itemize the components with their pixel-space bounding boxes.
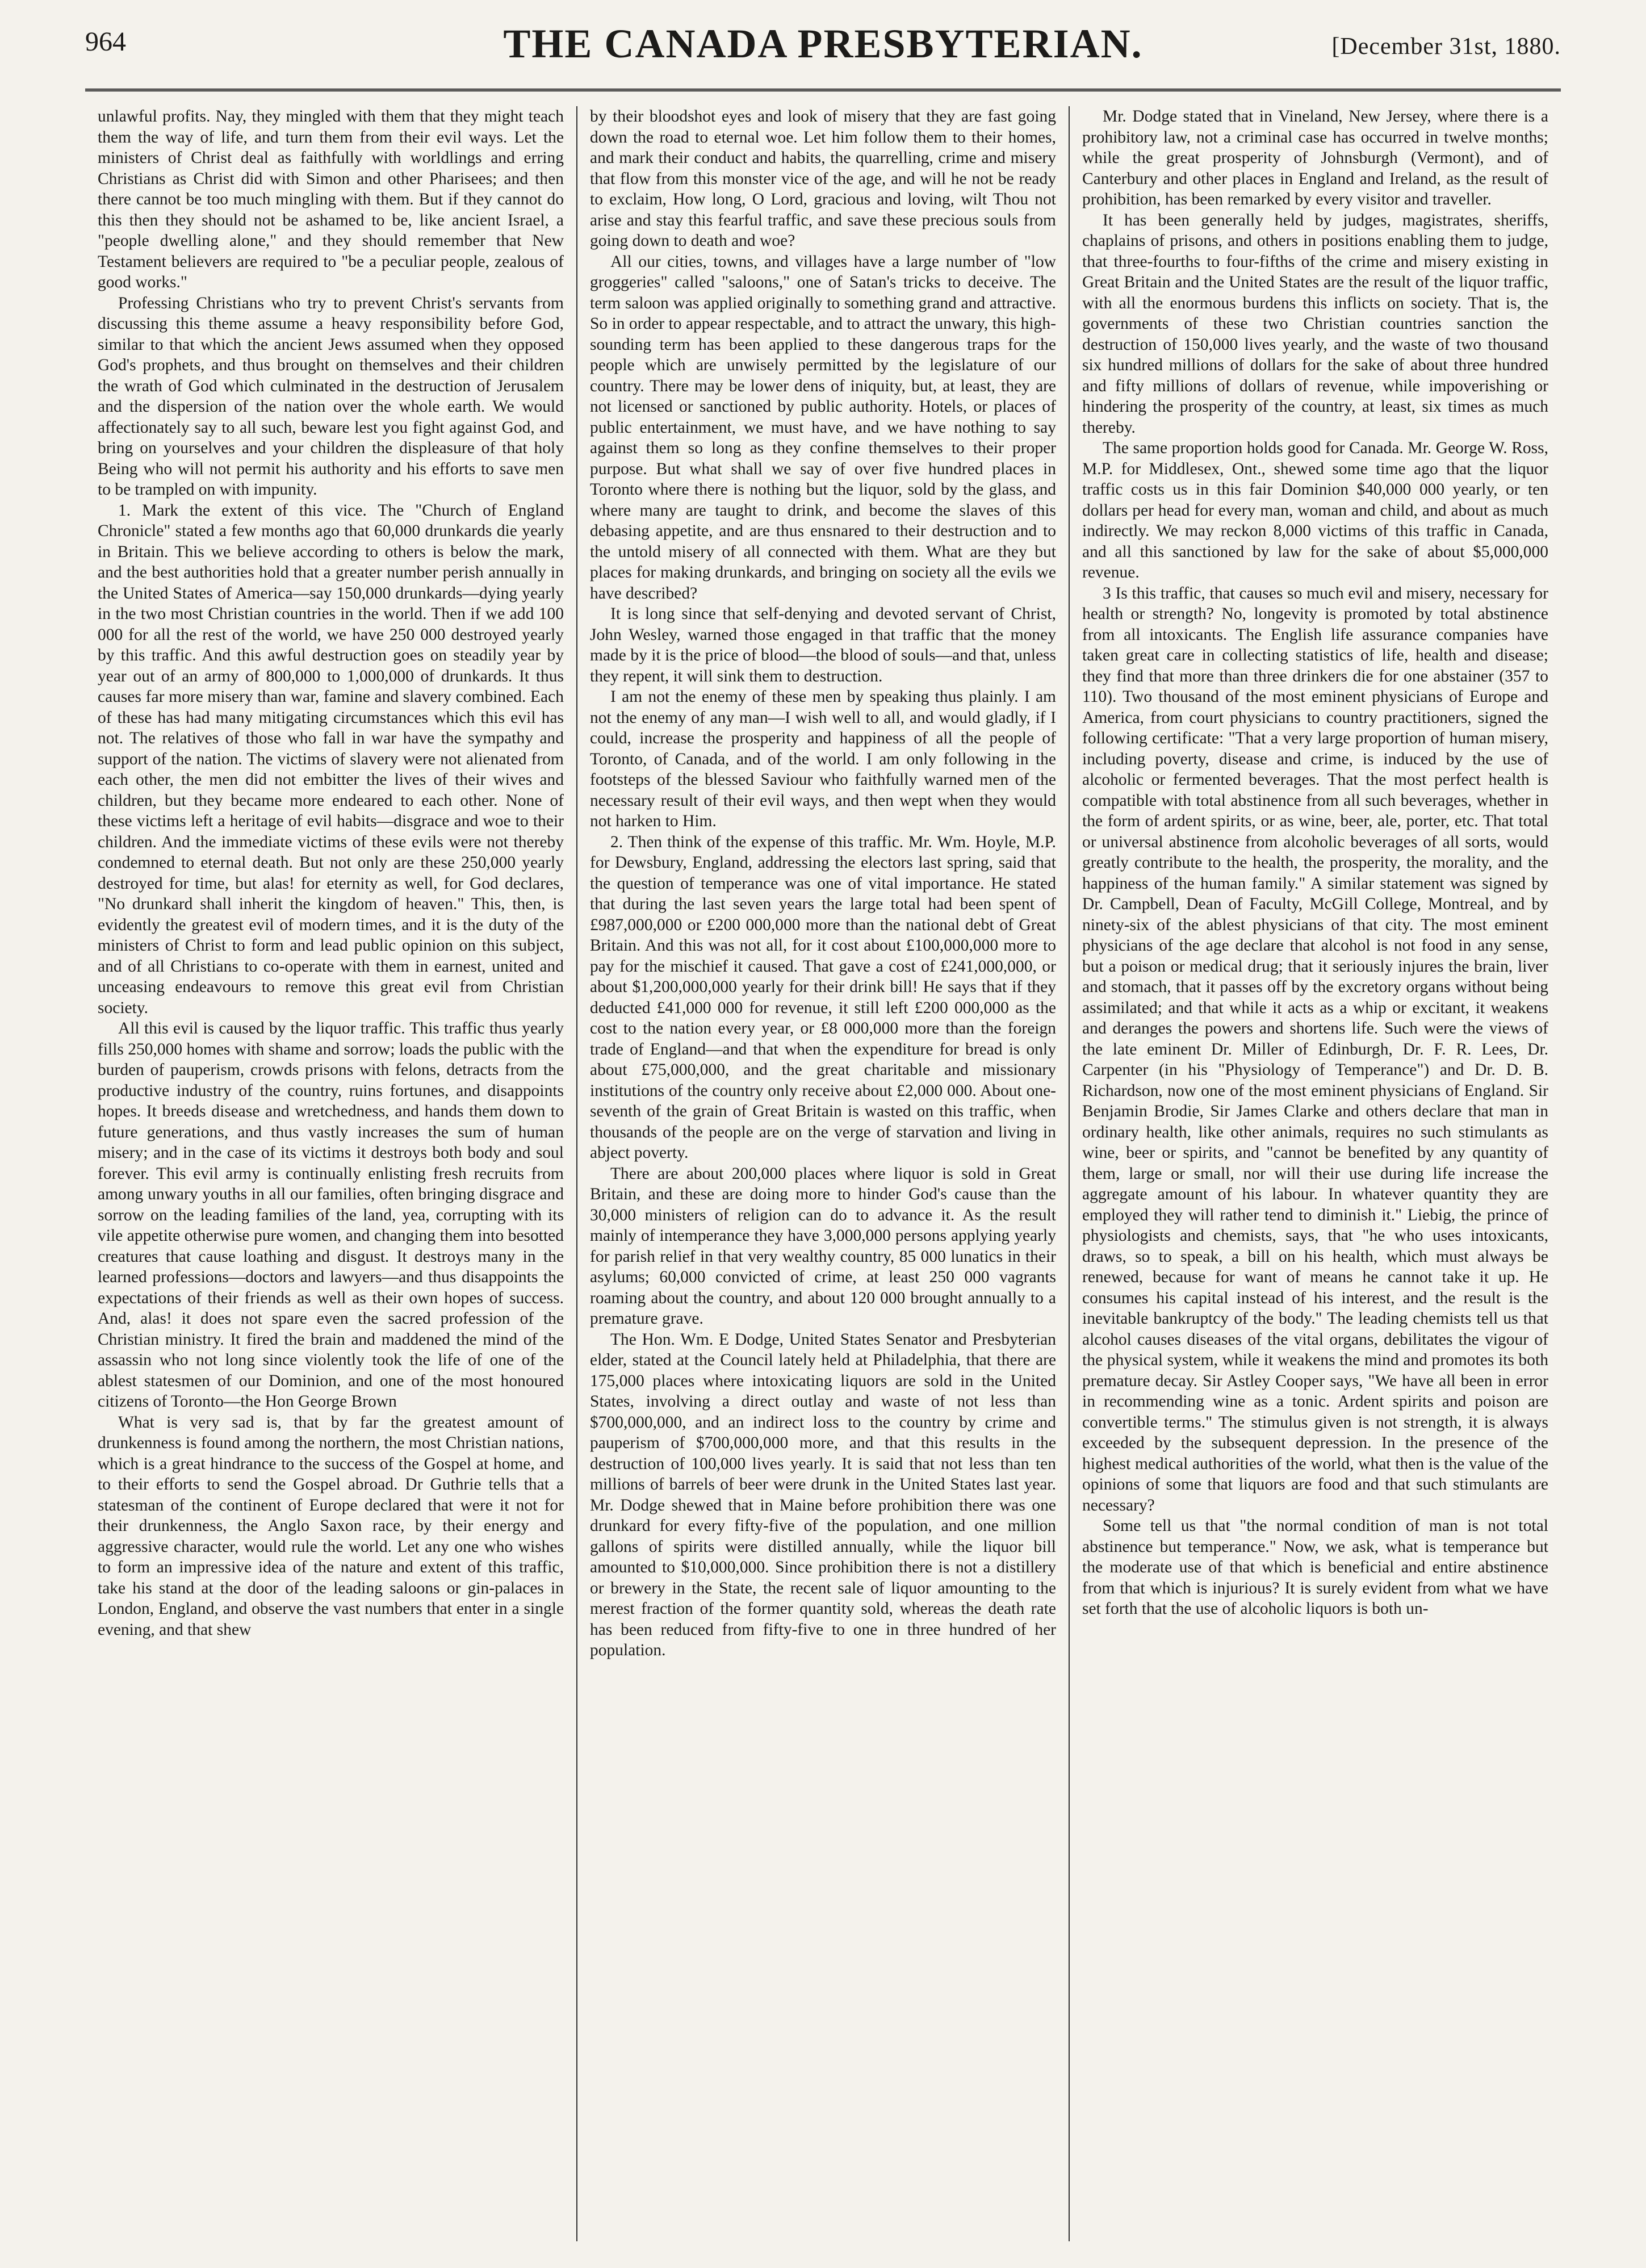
masthead (85, 20, 1561, 91)
paragraph: Some tell us that "the normal condition of man is not total abstinence but temperance." Now, we ask, what is temperance but the moderate use of that which is beneficial and entire abstinence from that which is injurious? It is surely evident from what we have set forth that the use of alcoholic liquors is both un- (1082, 1517, 1548, 1618)
paragraph: by their bloodshot eyes and look of misery that they are fast going down the road to eternal woe. Let him follow them to their homes, and mark their conduct and habits, the quarrelling, crime and misery that flow from this monster vice of the age, and will he not be ready to exclaim, How long, O Lord, gracious and loving, wilt Thou not arise and stay this fearful traffic, and save these precious souls from going down to death and woe? (590, 107, 1056, 250)
journal-title: THE CANADA PRESBYTERIAN. (503, 21, 1143, 66)
column-1 (85, 106, 576, 2241)
paragraph: Professing Christians who try to prevent Christ's servants from discussing this theme assume a heavy responsibility before God, similar to that which the ancient Jews assumed when they opposed God's prophets, and thus brought on themselves and their children the wrath of God which culminated in the destruction of Jerusalem and the dispersion of the nation over the whole earth. We would affectionately say to all such, beware lest you fight against God, and bring on yourselves and your children the displeasure of that holy Being who will not permit his authority and his efforts to save men to be trampled on with impunity. (98, 294, 564, 499)
paragraph: The same proportion holds good for Canada. Mr. George W. Ross, M.P. for Middlesex, Ont., shewed some time ago that the liquor traffic costs us in this fair Dominion $40,000 000 yearly, or ten dollars per head for every man, woman and child, and about as much indirectly. We may reckon 8,000 victims of this traffic in Canada, and all this sanctioned by law for the sake of about $5,000,000 revenue. (1082, 439, 1548, 581)
paragraph: I am not the enemy of these men by speaking thus plainly. I am not the enemy of any man—I wish well to all, and would gladly, if I could, increase the prosperity and happiness of all the people of Toronto, of Canada, and of the world. I am only following in the footsteps of the blessed Saviour who faithfully warned men of the necessary result of their evil ways, and then wept when they would not harken to Him. (590, 688, 1056, 830)
article-columns (85, 106, 1561, 2241)
paragraph: All our cities, towns, and villages have a large number of "low groggeries" called "saloons," one of Satan's tricks to deceive. The term saloon was applied originally to something grand and attractive. So in order to appear respectable, and to attract the unwary, this high-sounding term has been applied to these dangerous traps for the people which are unwisely permitted by the legislature of our country. There may be lower dens of iniquity, but, at least, they are not licensed or sanctioned by public authority. Hotels, or places of public entertainment, we must have, and we have nothing to say against them so long as they confine themselves to their proper purpose. But what shall we say of over five hundred places in Toronto where there is nothing but the liquor, sold by the glass, and where many are taught to drink, and become the slaves of this debasing appetite, and are thus ensnared to their destruction and to the untold misery of all connected with them. What are they but places for making drunkards, and bringing on society all the evils we have described? (590, 252, 1056, 602)
column-2 (576, 106, 1069, 2241)
paragraph: unlawful profits. Nay, they mingled with them that they might teach them the way of life, and turn them from their evil ways. Let the ministers of Christ deal as faithfully with worldlings and erring Christians as Christ did with Simon and other Pharisees; and then there cannot be too much mingling with them. But if they cannot do this then they should not be ashamed to be, like ancient Israel, a "people dwelling alone," and they should remember that New Testament believers are required to "be a peculiar people, zealous of good works." (98, 107, 564, 291)
paragraph: The Hon. Wm. E Dodge, United States Senator and Presbyterian elder, stated at the Council lately held at Philadelphia, that there are 175,000 places where intoxicating liquors are sold in the United States, involving a direct outlay and waste of not less than $700,000,000, and an indirect loss to the country by crime and pauperism of $700,000,000 more, and that this results in the destruction of 100,000 lives yearly. It is said that not less than ten millions of barrels of beer were drunk in the United States last year. Mr. Dodge shewed that in Maine before prohibition there was one drunkard for every fifty-five of the population, and one million gallons of spirits were distilled annually, while the liquor bill amounted to $10,000,000. Since prohibition there is not a distillery or brewery in the State, the recent sale of liquor amounting to the merest fraction of the former quantity sold, whereas the death rate has been reduced from fifty-five to one in three hundred of her population. (590, 1330, 1056, 1659)
paragraph: All this evil is caused by the liquor traffic. This traffic thus yearly fills 250,000 homes with shame and sorrow; loads the public with the burden of pauperism, crowds prisons with felons, detracts from the productive industry of the country, ruins fortunes, and disappoints hopes. It breeds disease and wretchedness, and hands them down to future generations, and thus vastly increases the sum of human misery; and in the case of its victims it destroys both body and soul forever. This evil army is continually enlisting fresh recruits from among unwary youths in all our families, often bringing disgrace and sorrow on the leading families of the land, yea, corrupting with its vile appetite otherwise pure women, and changing them into besotted creatures that cause loathing and disgust. It destroys many in the learned professions—doctors and lawyers—and thus disappoints the expectations of their friends as well as their own hopes of success. And, alas! it does not spare even the sacred profession of the Christian ministry. It fired the brain and maddened the mind of the assassin who not long since violently took the life of one of the ablest statesmen of our Dominion, and one of the most honoured citizens of Toronto—the Hon George Brown (98, 1019, 564, 1411)
paragraph: Mr. Dodge stated that in Vineland, New Jersey, where there is a prohibitory law, not a criminal case has occurred in twelve months; while the great prosperity of Johnsburgh (Vermont), and of Canterbury and other places in England and Ireland, as the result of prohibition, has been remarked by every visitor and traveller. (1082, 107, 1548, 208)
paragraph: It is long since that self-denying and devoted servant of Christ, John Wesley, warned those engaged in that traffic that the money made by it is the price of blood—the blood of souls—and that, unless they repent, it will sink them to destruction. (590, 605, 1056, 685)
issue-date: [December 31st, 1880. (1331, 34, 1561, 60)
page-number: 964 (85, 27, 126, 57)
paragraph: 2. Then think of the expense of this traffic. Mr. Wm. Hoyle, M.P. for Dewsbury, England, addressing the electors last spring, said that the question of temperance was one of vital importance. He stated that during the last seven years the large total had been spent of £987,000,000 or £200 000,000 more than the national debt of Great Britain. And this was not all, for it cost about £100,000,000 more to pay for the mischief it caused. That gave a cost of £241,000,000, or about $1,200,000,000 yearly for their drink bill! He says that if they deducted £41,000 000 for revenue, it still left £200 000,000 as the cost to the nation every year, or £8 000,000 more than the foreign trade of England—and that when the expenditure for bread is only about £75,000,000, and the great charitable and missionary institutions of the country only receive about £2,000 000. About one-seventh of the grain of Great Britain is wasted on this traffic, when thousands of the people are on the verge of starvation and living in abject poverty. (590, 832, 1056, 1162)
column-3 (1069, 106, 1561, 2241)
paragraph: 3 Is this traffic, that causes so much evil and misery, necessary for health or strength? No, longevity is promoted by total abstinence from all intoxicants. The English life assurance companies have taken great care in collecting statistics of life, health and disease; they find that more than three drinkers die for one abstainer (357 to 110). Two thousand of the most eminent physicians of Europe and America, from court physicians to country practitioners, signed the following certificate: "That a very large proportion of human misery, including poverty, disease and crime, is induced by the use of alcoholic or fermented beverages. That the most perfect health is compatible with total abstinence from all such beverages, whether in the form of ardent spirits, or as wine, beer, ale, porter, etc. That total or universal abstinence from alcoholic beverages of all sorts, would greatly contribute to the health, the prosperity, the morality, and the happiness of the human family." A similar statement was signed by Dr. Campbell, Dean of Faculty, McGill College, Montreal, and by ninety-six of the ablest physicians of that city. The most eminent physicians of the age declare that alcohol is not food in any sense, but a poison or medical drug; that it seriously injures the brain, liver and stomach, that it passes off by the excretory organs without being assimilated; and that while it acts as a whip or excitant, it weakens and deranges the powers and shortens life. Such were the views of the late eminent Dr. Miller of Edinburgh, Dr. F. R. Lees, Dr. Carpenter (in his "Physiology of Temperance") and Dr. D. B. Richardson, now one of the most eminent physicians of England. Sir Benjamin Brodie, Sir James Clarke and others declare that man in ordinary health, like other animals, requires no such stimulants as wine, beer or spirits, and "cannot be benefited by any quantity of them, large or small, nor will their use during life increase the aggregate amount of his labour. In whatever quantity they are employed they will rather tend to diminish it." Liebig, the prince of physiologists and chemists, says, that "he who uses intoxicants, draws, so to speak, a bill on his health, which must always be renewed, because for want of means he cannot take it up. He consumes his capital instead of his interest, and the result is the inevitable bankruptcy of the body." The leading chemists tell us that alcohol causes diseases of the vital organs, debilitates the vigour of the physical system, while it weakens the mind and promotes its both premature decay. Sir Astley Cooper says, "We have all been in error in recommending wine as a tonic. Ardent spirits and poison are convertible terms." The stimulus given is not strength, it is always exceeded by the subsequent depression. In the presence of the highest medical authorities of the world, what then is the value of the opinions of some that liquors are food and that such stimulants are necessary? (1082, 584, 1548, 1514)
paragraph: There are about 200,000 places where liquor is sold in Great Britain, and these are doing more to hinder God's cause than the 30,000 ministers of religion can do to advance it. As the result mainly of intemperance they have 3,000,000 persons applying yearly for parish relief in that very wealthy country, 85 000 lunatics in their asylums; 60,000 convicted of crime, at least 250 000 vagrants roaming about the country, and about 120 000 brought annually to a premature grave. (590, 1164, 1056, 1328)
paragraph: What is very sad is, that by far the greatest amount of drunkenness is found among the northern, the most Christian nations, which is a great hindrance to the success of the Gospel at home, and to their efforts to send the Gospel abroad. Dr Guthrie tells that a statesman of the continent of Europe declared that were it not for their drunkenness, the Anglo Saxon race, by their energy and aggressive character, would rule the world. Let any one who wishes to form an impressive idea of the nature and extent of this traffic, take his stand at the door of the leading saloons or gin-palaces in London, England, and observe the vast numbers that enter in a single evening, and that shew (98, 1413, 564, 1639)
paragraph: 1. Mark the extent of this vice. The "Church of England Chronicle" stated a few months ago that 60,000 drunkards die yearly in Britain. This we believe according to others is below the mark, and the best authorities hold that a greater number perish annually in the United States of America—say 150,000 drunkards—dying yearly in the two most Christian countries in the world. Then if we add 100 000 for all the rest of the world, we have 250 000 destroyed yearly by this traffic. And this awful destruction goes on steadily year by year out of an army of 800,000 to 1,000,000 of drunkards. It thus causes far more misery than war, famine and slavery combined. Each of these has had many mitigating circumstances which this evil has not. The relatives of those who fall in war have the sympathy and support of the nation. The victims of slavery were not alienated from each other, the men did not embitter the lives of their wives and children, but they became more endeared to each other. None of these victims left a heritage of evil habits—disgrace and woe to their children. And the immediate victims of these evils were not thereby condemned to eternal death. But not only are these 250,000 yearly destroyed for time, but alas! for eternity as well, for God declares, "No drunkard shall inherit the kingdom of heaven." This, then, is evidently the greatest evil of modern times, and it is the duty of the ministers of Christ to form and lead public opinion on this subject, and of all Christians to co-operate with them in earnest, united and unceasing endeavours to remove this great evil from Christian society. (98, 501, 564, 1017)
paragraph: It has been generally held by judges, magistrates, sheriffs, chaplains of prisons, and others in positions enabling them to judge, that three-fourths to four-fifths of the crime and misery existing in Great Britain and the United States are the result of the liquor traffic, with all the enormous burdens this inflicts on society. That is, the governments of these two Christian countries sanction the destruction of 150,000 lives yearly, and the waste of two thousand six hundred millions of dollars for the sake of about three hundred and fifty millions of dollars of revenue, while impoverishing or hindering the prosperity of the country, at least, six times as much thereby. (1082, 211, 1548, 437)
